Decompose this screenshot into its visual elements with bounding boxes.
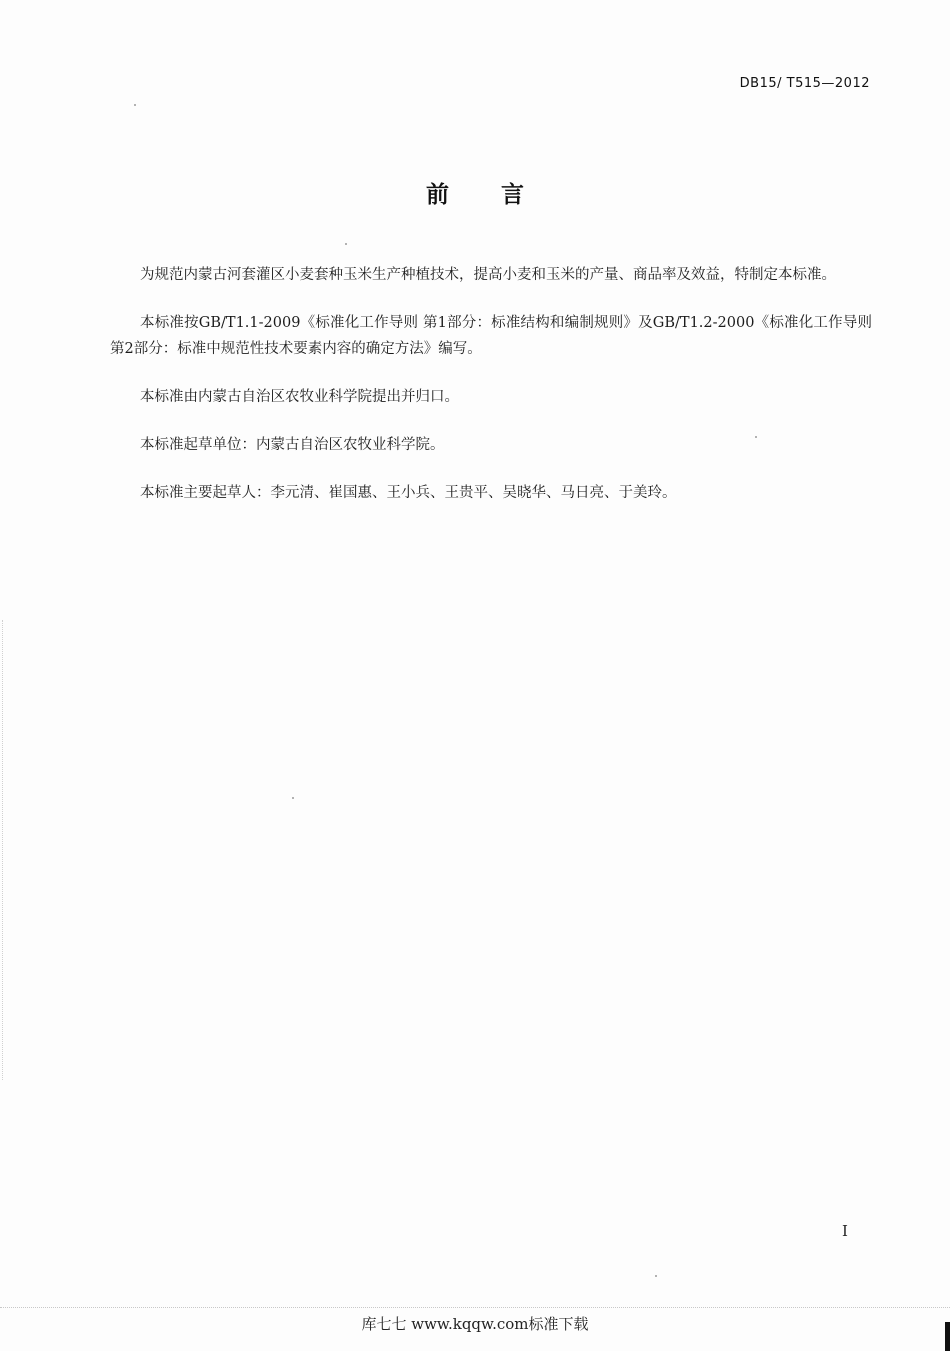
paragraph-purpose: 为规范内蒙古河套灌区小麦套种玉米生产种植技术，提高小麦和玉米的产量、商品率及效益，特制定本标准。 [140,267,836,283]
scan-speck [134,104,136,106]
paragraph-drafters: 本标准主要起草人：李元清、崔国惠、王小兵、王贵平、吴晓华、马日亮、于美玲。 [140,485,677,501]
paragraph-drafting-rules: 本标准按GB/T1.1-2009《标准化工作导则 第1部分：标准结构和编制规则》及GB/T1.2-2000《标准化工作导则 第2部分：标准中规范性技术要素内容的确定方法》编写。 [110,315,872,357]
scan-speck [292,797,294,799]
footer-divider [0,1307,950,1308]
scan-speck [655,1275,657,1277]
scan-edge-left [2,620,4,1080]
scan-edge-right [945,1322,950,1351]
paragraph-proposer: 本标准由内蒙古自治区农牧业科学院提出并归口。 [140,389,459,405]
footer-watermark: 库七七 www.kqqw.com标准下载 [361,1315,589,1333]
standard-code: DB15/ T515—2012 [739,76,870,91]
title-char-2: 言 [501,182,524,208]
title-char-1: 前 [426,182,449,208]
preface-body [110,262,872,528]
scan-speck [755,436,757,438]
page-title [0,176,950,209]
scan-speck [345,243,347,245]
paragraph-drafting-unit: 本标准起草单位：内蒙古自治区农牧业科学院。 [140,437,445,453]
page-number: I [842,1222,848,1240]
